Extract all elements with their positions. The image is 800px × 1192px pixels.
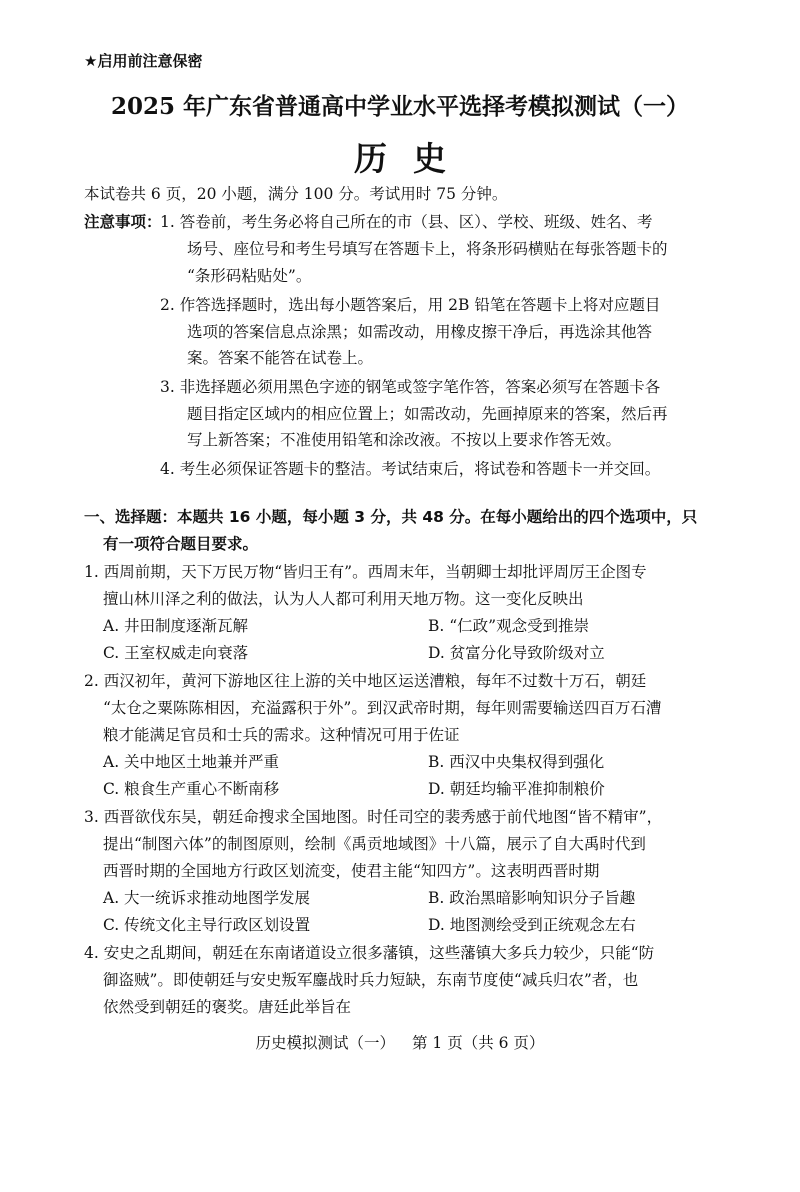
question-3-stem-line-3: 西晋时期的全国地方行政区划流变，使君主能“知四方”。这表明西晋时期 bbox=[103, 862, 600, 880]
question-2-option-c: C. 粮食生产重心不断南移 bbox=[103, 780, 280, 798]
question-1-option-b: B. “仁政”观念受到推崇 bbox=[428, 617, 590, 635]
question-4-stem-line-1: 4. 安史之乱期间，朝廷在东南诸道设立很多藩镇，这些藩镇大多兵力较少，只能“防 bbox=[84, 944, 655, 962]
question-1-option-d: D. 贫富分化导致阶级对立 bbox=[428, 644, 605, 662]
notice-item-2-line-1: 2. 作答选择题时，选出每小题答案后，用 2B 铅笔在答题卡上将对应题目 bbox=[160, 296, 661, 314]
confidential-mark: ★启用前注意保密 bbox=[84, 52, 203, 70]
question-1-option-c: C. 王室权威走向衰落 bbox=[103, 644, 249, 662]
notice-item-2-line-2: 选项的答案信息点涂黑；如需改动，用橡皮擦干净后，再选涂其他答 bbox=[187, 323, 653, 341]
question-3-option-d: D. 地图测绘受到正统观念左右 bbox=[428, 916, 636, 934]
question-2-option-b: B. 西汉中央集权得到强化 bbox=[428, 753, 605, 771]
question-2-option-d: D. 朝廷均输平准抑制粮价 bbox=[428, 780, 605, 798]
question-4-stem-line-3: 依然受到朝廷的褒奖。唐廷此举旨在 bbox=[103, 998, 352, 1016]
question-3-option-c: C. 传统文化主导行政区划设置 bbox=[103, 916, 311, 934]
question-2-stem-line-1: 2. 西汉初年，黄河下游地区往上游的关中地区运送漕粮，每年不过数十万石，朝廷 bbox=[84, 672, 647, 690]
exam-intro: 本试卷共 6 页，20 小题，满分 100 分。考试用时 75 分钟。 bbox=[84, 185, 508, 203]
question-3-option-b: B. 政治黑暗影响知识分子旨趣 bbox=[428, 889, 636, 907]
question-2-option-a: A. 关中地区土地兼并严重 bbox=[103, 753, 280, 771]
notice-item-4-line-1: 4. 考生必须保证答题卡的整洁。考试结束后，将试卷和答题卡一并交回。 bbox=[160, 460, 661, 478]
question-3-stem-line-2: 提出“制图六体”的制图原则，绘制《禹贡地域图》十八篇，展示了自大禹时代到 bbox=[103, 835, 646, 853]
page-footer bbox=[0, 1031, 800, 1053]
notice-item-1-line-1: 1. 答卷前，考生务必将自己所在的市（县、区）、学校、班级、姓名、考 bbox=[160, 213, 653, 231]
section-header-line-1: 一、选择题：本题共 16 小题，每小题 3 分，共 48 分。在每小题给出的四个选项中，只 bbox=[84, 508, 698, 526]
question-4-stem-line-2: 御盗贼”。即使朝廷与安史叛军鏖战时兵力短缺，东南节度使“减兵归农”者，也 bbox=[103, 971, 639, 989]
section-header-line-2: 有一项符合题目要求。 bbox=[103, 535, 259, 553]
question-2-stem-line-2: “太仓之粟陈陈相因，充溢露积于外”。到汉武帝时期，每年则需要输送四百万石漕 bbox=[103, 699, 662, 717]
notice-item-1-line-3: “条形码粘贴处”。 bbox=[187, 267, 312, 285]
notice-item-3-line-3: 写上新答案；不准使用铅笔和涂改液。不按以上要求作答无效。 bbox=[187, 431, 622, 449]
notice-item-3-line-2: 题目指定区域内的相应位置上；如需改动，先画掉原来的答案，然后再 bbox=[187, 405, 668, 423]
question-1-option-a: A. 井田制度逐渐瓦解 bbox=[103, 617, 249, 635]
question-2-stem-line-3: 粮才能满足官员和士兵的需求。这种情况可用于佐证 bbox=[103, 726, 460, 744]
notice-item-3-line-1: 3. 非选择题必须用黑色字迹的钢笔或签字笔作答，答案必须写在答题卡各 bbox=[160, 378, 661, 396]
notice-label: 注意事项： bbox=[84, 213, 162, 231]
question-1-stem-line-1: 1. 西周前期，天下万民万物“皆归王有”。西周末年，当朝卿士却批评周厉王企图专 bbox=[84, 563, 647, 581]
notice-item-1-line-2: 场号、座位号和考生号填写在答题卡上，将条形码横贴在每张答题卡的 bbox=[187, 240, 668, 258]
subject-title: 历史 bbox=[354, 139, 472, 178]
exam-title: 2025 年广东省普通高中学业水平选择考模拟测试（一） bbox=[110, 93, 690, 120]
question-3-option-a: A. 大一统诉求推动地图学发展 bbox=[103, 889, 311, 907]
footer-page-number: 第 1 页（共 6 页） bbox=[412, 1034, 545, 1052]
footer-test-name: 历史模拟测试（一） bbox=[255, 1034, 396, 1052]
notice-item-2-line-3: 案。答案不能答在试卷上。 bbox=[187, 349, 374, 367]
question-1-stem-line-2: 擅山林川泽之利的做法，认为人人都可利用天地万物。这一变化反映出 bbox=[103, 590, 584, 608]
question-3-stem-line-1: 3. 西晋欲伐东吴，朝廷命搜求全国地图。时任司空的裴秀感于前代地图“皆不精审”， bbox=[84, 808, 663, 826]
